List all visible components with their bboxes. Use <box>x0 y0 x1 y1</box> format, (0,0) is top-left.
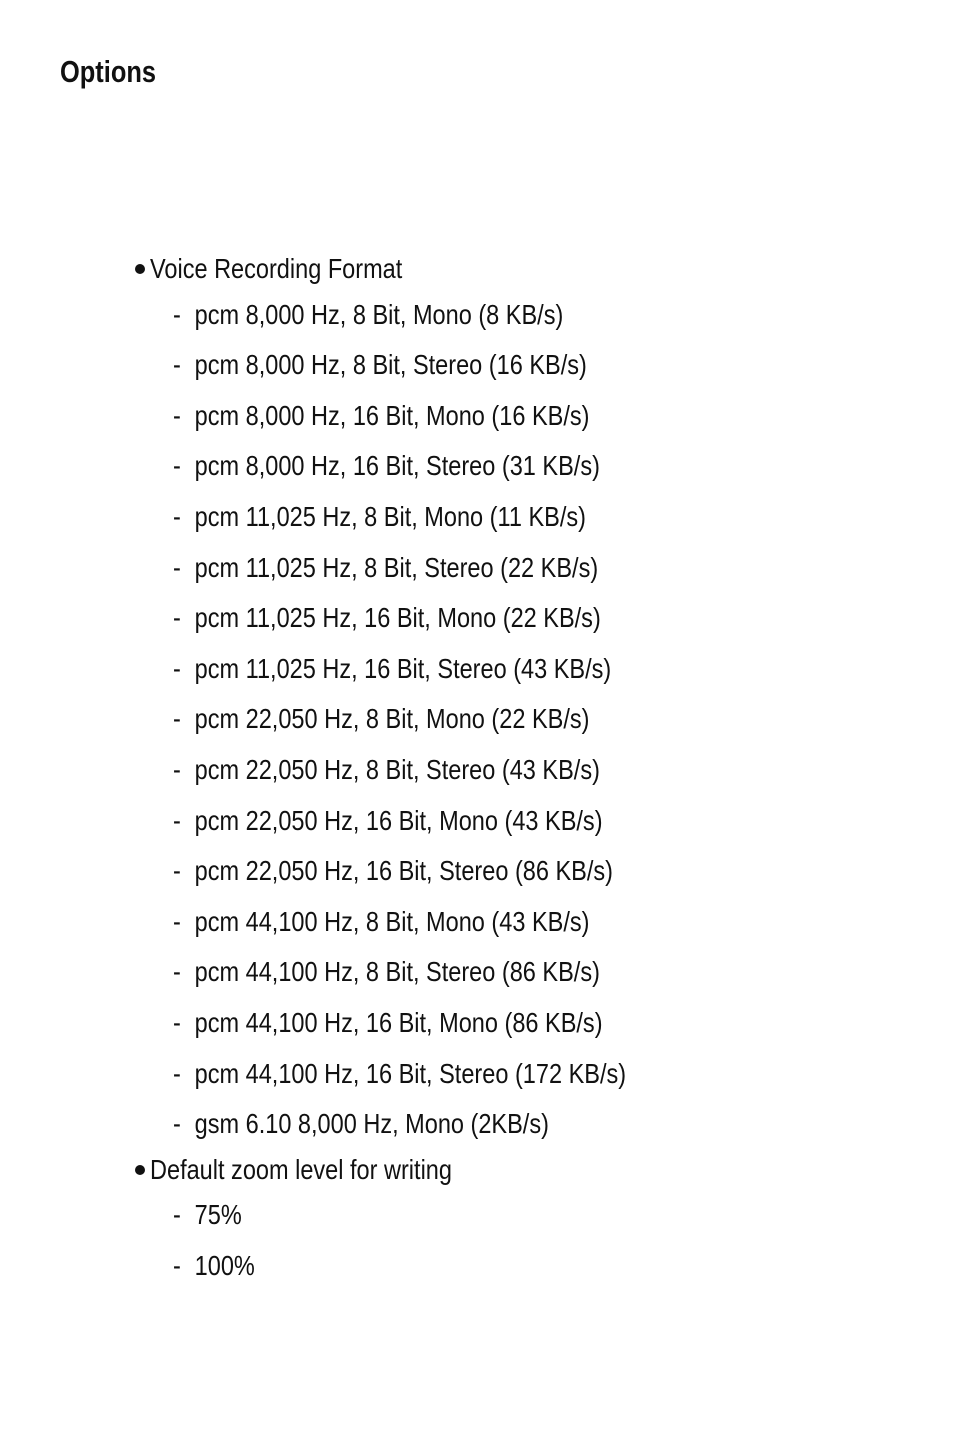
choice-list <box>133 295 712 1155</box>
list-item <box>173 699 712 750</box>
choice-label: pcm 44,100 Hz, 8 Bit, Stereo (86 KB/s) <box>194 956 600 988</box>
dash-icon: - <box>173 450 181 482</box>
dash-icon: - <box>173 298 181 330</box>
choice-label: pcm 11,025 Hz, 16 Bit, Stereo (43 KB/s) <box>194 652 612 684</box>
choice-label: gsm 6.10 8,000 Hz, Mono (2KB/s) <box>194 1108 549 1140</box>
dash-icon: - <box>173 905 181 937</box>
dash-icon: - <box>173 399 181 431</box>
choice-label: 75% <box>194 1199 242 1231</box>
list-item <box>173 1003 712 1054</box>
option-heading <box>133 244 712 295</box>
choice-label: pcm 11,025 Hz, 8 Bit, Stereo (22 KB/s) <box>194 551 599 583</box>
list-item <box>173 750 712 801</box>
list-item <box>173 851 712 902</box>
bullet-icon <box>135 264 145 274</box>
dash-icon: - <box>173 551 181 583</box>
dash-icon: - <box>173 753 181 785</box>
dash-icon: - <box>173 652 181 684</box>
dash-icon: - <box>173 956 181 988</box>
list-item <box>173 902 712 953</box>
option-heading <box>133 1145 712 1196</box>
dash-icon: - <box>173 804 181 836</box>
dash-icon: - <box>173 602 181 634</box>
choice-label: pcm 11,025 Hz, 16 Bit, Mono (22 KB/s) <box>194 602 601 634</box>
choice-label: pcm 22,050 Hz, 8 Bit, Stereo (43 KB/s) <box>194 753 600 785</box>
list-item <box>173 396 712 447</box>
choice-list <box>133 1195 712 1296</box>
dash-icon: - <box>173 1108 181 1140</box>
list-item <box>173 446 712 497</box>
list-item <box>173 548 712 599</box>
choice-label: pcm 22,050 Hz, 8 Bit, Mono (22 KB/s) <box>194 703 590 735</box>
choice-label: 100% <box>194 1249 255 1281</box>
dash-icon: - <box>173 1006 181 1038</box>
choice-label: pcm 8,000 Hz, 8 Bit, Mono (8 KB/s) <box>194 298 564 330</box>
dash-icon: - <box>173 1199 181 1231</box>
choice-label: pcm 44,100 Hz, 16 Bit, Mono (86 KB/s) <box>194 1006 603 1038</box>
list-item <box>173 1246 712 1297</box>
list-item <box>173 598 712 649</box>
choice-label: pcm 22,050 Hz, 16 Bit, Stereo (86 KB/s) <box>194 855 613 887</box>
dash-icon: - <box>173 703 181 735</box>
list-item <box>173 1054 712 1105</box>
bullet-icon <box>135 1165 145 1175</box>
dash-icon: - <box>173 855 181 887</box>
list-item <box>173 801 712 852</box>
option-voice-recording-format <box>133 244 712 1155</box>
option-label: Default zoom level for writing <box>150 1153 452 1185</box>
choice-label: pcm 8,000 Hz, 16 Bit, Mono (16 KB/s) <box>194 399 590 431</box>
choice-label: pcm 8,000 Hz, 8 Bit, Stereo (16 KB/s) <box>194 349 587 381</box>
choice-label: pcm 22,050 Hz, 16 Bit, Mono (43 KB/s) <box>194 804 603 836</box>
list-item <box>173 649 712 700</box>
dash-icon: - <box>173 1249 181 1281</box>
option-default-zoom-level <box>133 1145 712 1297</box>
options-list <box>133 254 712 1296</box>
list-item <box>173 497 712 548</box>
list-item <box>173 952 712 1003</box>
dash-icon: - <box>173 1057 181 1089</box>
choice-label: pcm 8,000 Hz, 16 Bit, Stereo (31 KB/s) <box>194 450 600 482</box>
choice-label: pcm 11,025 Hz, 8 Bit, Mono (11 KB/s) <box>194 500 586 532</box>
page-title: Options <box>60 54 157 89</box>
dash-icon: - <box>173 349 181 381</box>
choice-label: pcm 44,100 Hz, 8 Bit, Mono (43 KB/s) <box>194 905 590 937</box>
choice-label: pcm 44,100 Hz, 16 Bit, Stereo (172 KB/s) <box>194 1057 627 1089</box>
option-label: Voice Recording Format <box>150 253 403 285</box>
dash-icon: - <box>173 500 181 532</box>
list-item <box>173 1195 712 1246</box>
list-item <box>173 345 712 396</box>
list-item <box>173 295 712 346</box>
